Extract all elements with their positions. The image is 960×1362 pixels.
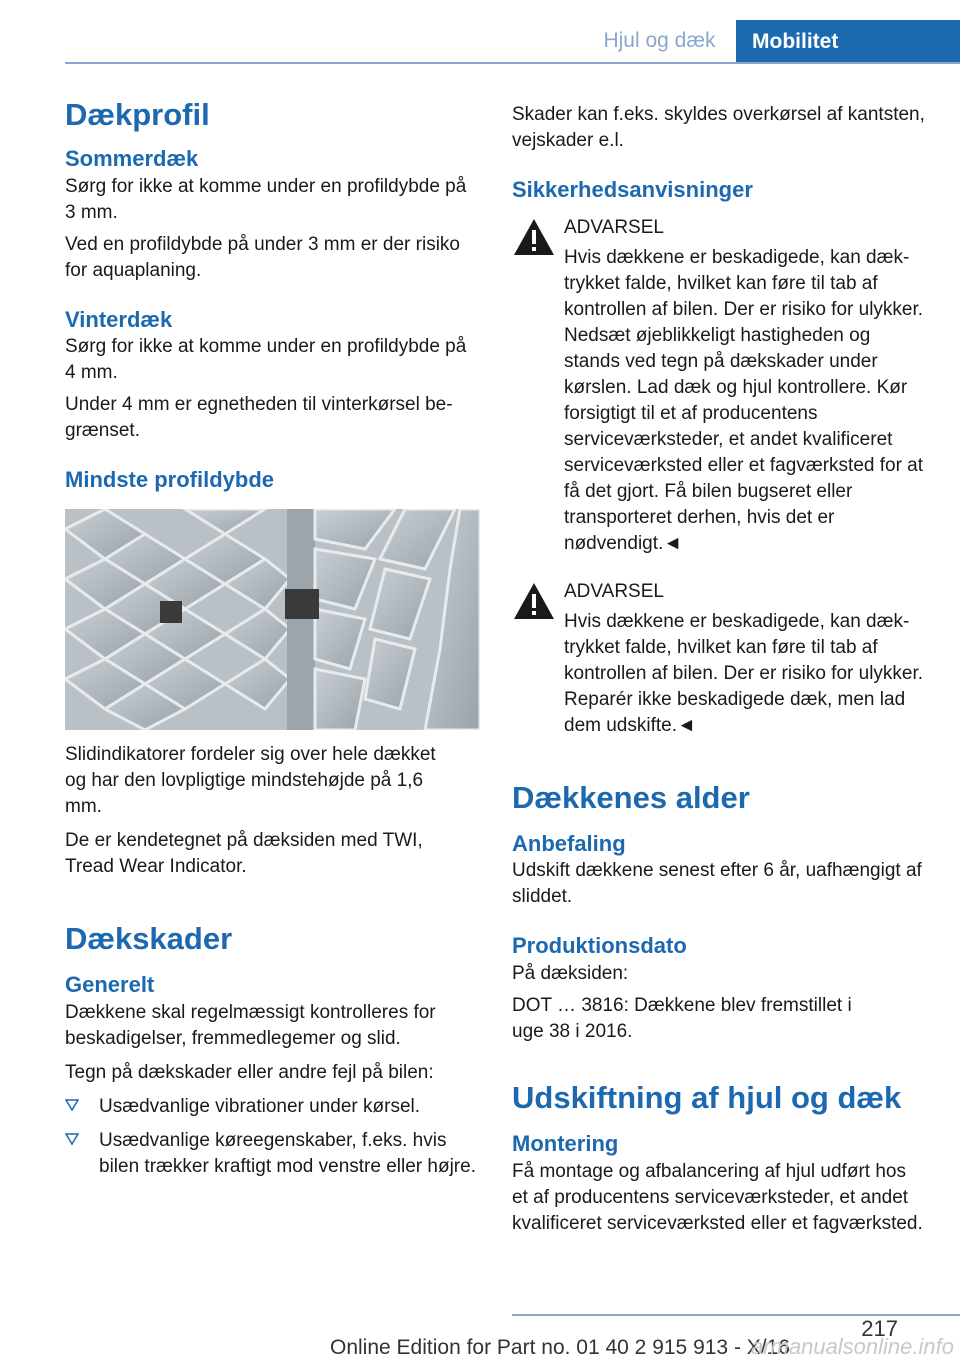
bullet-triangle-icon (65, 1098, 79, 1112)
production-text-1: På dæksiden: (512, 962, 629, 984)
heading-general: Generelt (65, 972, 155, 998)
heading-recommendation: Anbefaling (512, 830, 626, 856)
heading-min-tread-depth: Mindste profildybde (65, 467, 274, 493)
warning-2-text: Hvis dækkene er beskadigede, kan dæktrykket falde, hvilket kan føre til tab af kontrollen af bilen. Der er risiko for ulykker. Reparér ikke beskadigede dæk, men lad dem udskifte.◄ (564, 610, 924, 736)
winter-text-1: Sørg for ikke at komme under en profildybde på 4 mm. (65, 336, 467, 384)
heading-winter-tires: Vinterdæk (65, 306, 173, 332)
production-text-2: DOT … 3816: Dækkene blev fremstillet i uge 38 i 2016. (512, 994, 852, 1042)
chapter-tab[interactable]: Hjul og dæk (603, 29, 716, 52)
warning-triangle-icon (512, 217, 556, 257)
warning-2-title: ADVARSEL (564, 580, 664, 602)
summer-text-1: Sørg for ikke at komme under en profildybde på 3 mm. (65, 175, 467, 223)
summer-text-2: Ved en profildybde på under 3 mm er der risiko for aquaplaning. (65, 233, 460, 281)
recommendation-text: Udskift dækkene senest efter 6 år, uafhængigt af sliddet. (512, 860, 922, 908)
heading-production-date: Produktionsdato (512, 933, 687, 959)
left-column (65, 96, 480, 1180)
list-item (65, 1128, 480, 1180)
heading-safety: Sikkerhedsanvisninger (512, 177, 753, 202)
page-number: 217 (861, 1316, 898, 1341)
heading-tire-damage: Dækskader (65, 920, 233, 956)
heading-wheel-tire-replacement: Udskiftning af hjul og dæk (512, 1079, 902, 1115)
damage-signs-list (65, 1094, 480, 1180)
list-item (65, 1094, 480, 1120)
list-item-text: Usædvanlige vibrationer under kørsel. (99, 1095, 421, 1117)
right-column (512, 102, 927, 1237)
header-rule (65, 62, 960, 64)
warning-block-2 (512, 579, 927, 739)
warning-triangle-icon (512, 581, 556, 621)
heading-mounting: Montering (512, 1131, 619, 1157)
list-item-text: Usædvanlige køreegenskaber, f.eks. hvis bilen trækker kraftigt mod venstre eller højre. (99, 1129, 476, 1177)
bullet-triangle-icon (65, 1132, 79, 1146)
section-tab[interactable]: Mobilitet (736, 20, 960, 64)
edition-footer: Online Edition for Part no. 01 40 2 915 913 - X/16 (330, 1336, 790, 1359)
mounting-text: Få montage og afbalancering af hjul udført hos et af producentens serviceværksteder, et andet kvalificeret serviceværksted eller et fagværksted. (512, 1160, 923, 1234)
tire-tread-illustration (65, 509, 480, 730)
heading-tread-profile: Dækprofil (65, 97, 210, 132)
damage-causes-text: Skader kan f.eks. skyldes overkørsel af kantsten, vejskader e.l. (512, 104, 925, 151)
warning-1-text: Hvis dækkene er beskadigede, kan dæktrykket falde, hvilket kan føre til tab af kontrollen af bilen. Der er risiko for ulykker. Nedsæt øjeblikkeligt hastigheden og stands ved tegn på dækskader under kørslen. Lad dæk og hjul kontrollere. Kør forsigtigt til et af producentens serviceværksteder, et andet kvalificeret serviceværksted eller et fagværksted for at få det gjort. Få bilen bugseret eller transporteret derhen, hvis det er nødvendigt.◄ (564, 246, 924, 554)
wear-indicator-text: Slidindikatorer fordeler sig over hele dækket og har den lovpligtige mindstehøjde på 1,6 mm. (65, 743, 436, 817)
warning-1-title: ADVARSEL (564, 216, 664, 238)
general-text: Dækkene skal regelmæssigt kontrolleres for beskadigelser, fremmedlegemer og slid. (65, 1001, 436, 1049)
twi-text: De er kendetegnet på dæksiden med TWI, Tread Wear Indicator. (65, 829, 423, 877)
heading-tire-age: Dækkenes alder (512, 779, 750, 815)
watermark: armanualsonline.info (750, 1334, 954, 1359)
warning-block-1 (512, 215, 927, 557)
signs-text: Tegn på dækskader eller andre fejl på bilen: (65, 1061, 434, 1083)
heading-summer-tires: Sommerdæk (65, 146, 199, 172)
winter-text-2: Under 4 mm er egnetheden til vinterkørsel begrænset. (65, 394, 453, 442)
